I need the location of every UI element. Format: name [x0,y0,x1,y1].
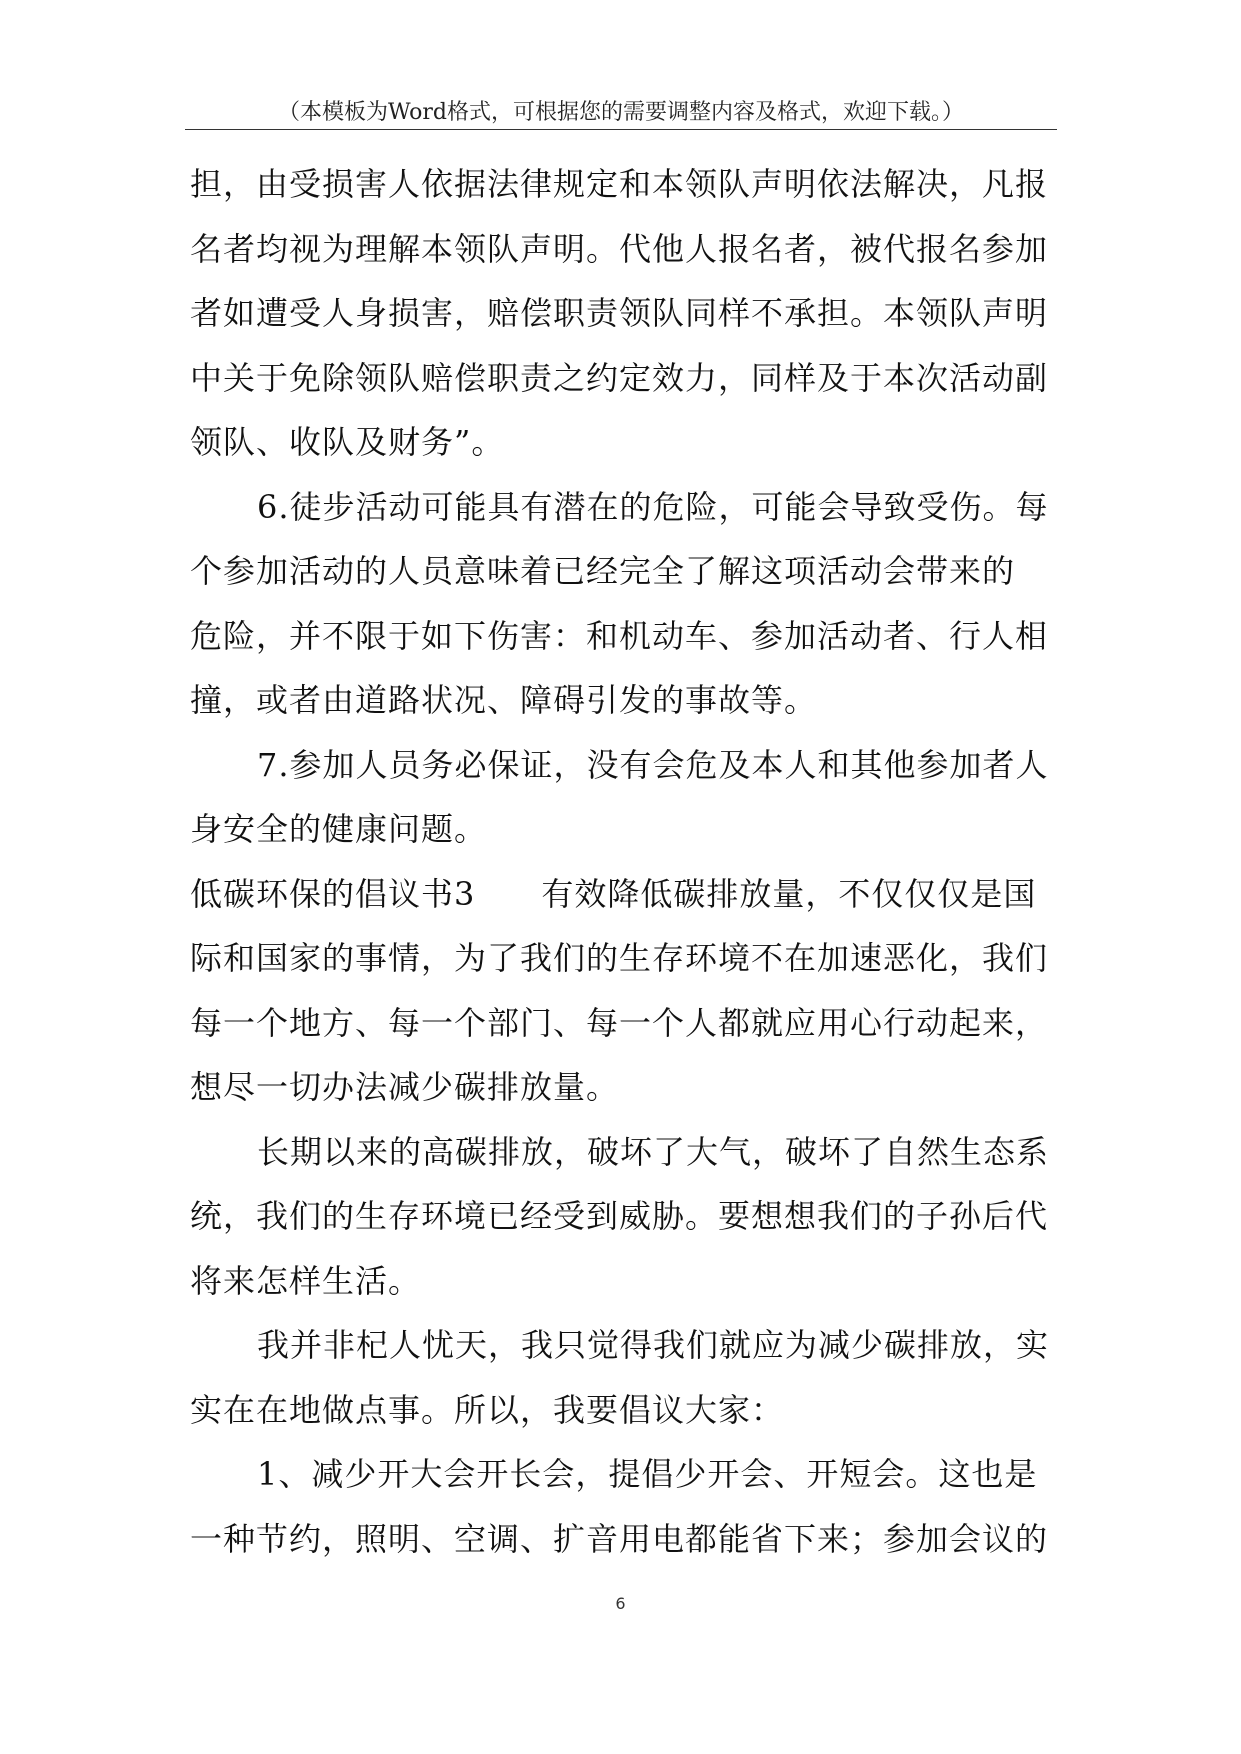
body-line: 将来怎样生活。 [190,1261,422,1300]
header-divider [185,129,1057,130]
body-line: 1、减少开大会开长会，提倡少开会、开短会。这也是 [257,1455,1038,1493]
body-line: 名者均视为理解本领队声明。代他人报名者，被代报名参加 [190,229,1049,268]
body-line: 我并非杞人忧天，我只觉得我们就应为减少碳排放，实 [257,1326,1050,1364]
body-line: 领队、收队及财务”。 [190,423,505,461]
template-notice: （本模板为Word格式，可根据您的需要调整内容及格式，欢迎下载。） [278,100,964,125]
body-line: 统，我们的生存环境已经受到威胁。要想想我们的子孙后代 [190,1197,1049,1235]
body-line: 想尽一切办法减少碳排放量。 [190,1068,620,1106]
body-line: 身安全的健康问题。 [190,810,488,848]
body-line: 个参加活动的人员意味着已经完全了解这项活动会带来的 [190,552,1016,590]
body-line: 实在在地做点事。所以，我要倡议大家： [190,1390,785,1429]
body-line: 际和国家的事情，为了我们的生存环境不在加速恶化，我们 [190,939,1049,977]
body-line: 撞，或者由道路状况、障碍引发的事故等。 [190,681,818,719]
body-line: 中关于免除领队赔偿职责之约定效力，同样及于本次活动副 [190,358,1049,397]
body-line: 危险，并不限于如下伤害：和机动车、参加活动者、行人相 [190,616,1049,655]
body-line: 担，由受损害人依据法律规定和本领队声明依法解决，凡报 [190,165,1049,203]
body-line: 者如遭受人身损害，赔偿职责领队同样不承担。本领队声明 [190,294,1049,332]
page-number: 6 [615,1594,626,1613]
body-line: 长期以来的高碳排放，破坏了大气，破坏了自然生态系 [257,1132,1050,1171]
body-line: 每一个地方、每一个部门、每一个人都就应用心行动起来， [190,1003,1049,1042]
body-line: 一种节约，照明、空调、扩音用电都能省下来；参加会议的 [190,1519,1049,1558]
document-body [190,152,1056,1571]
body-line: 6.徒步活动可能具有潜在的危险，可能会导致受伤。每 [257,487,1049,526]
section-heading-line: 低碳环保的倡议书3 有效降低碳排放量，不仅仅仅是国 [190,874,1037,913]
body-line: 7.参加人员务必保证，没有会危及本人和其他参加者人 [257,745,1049,784]
